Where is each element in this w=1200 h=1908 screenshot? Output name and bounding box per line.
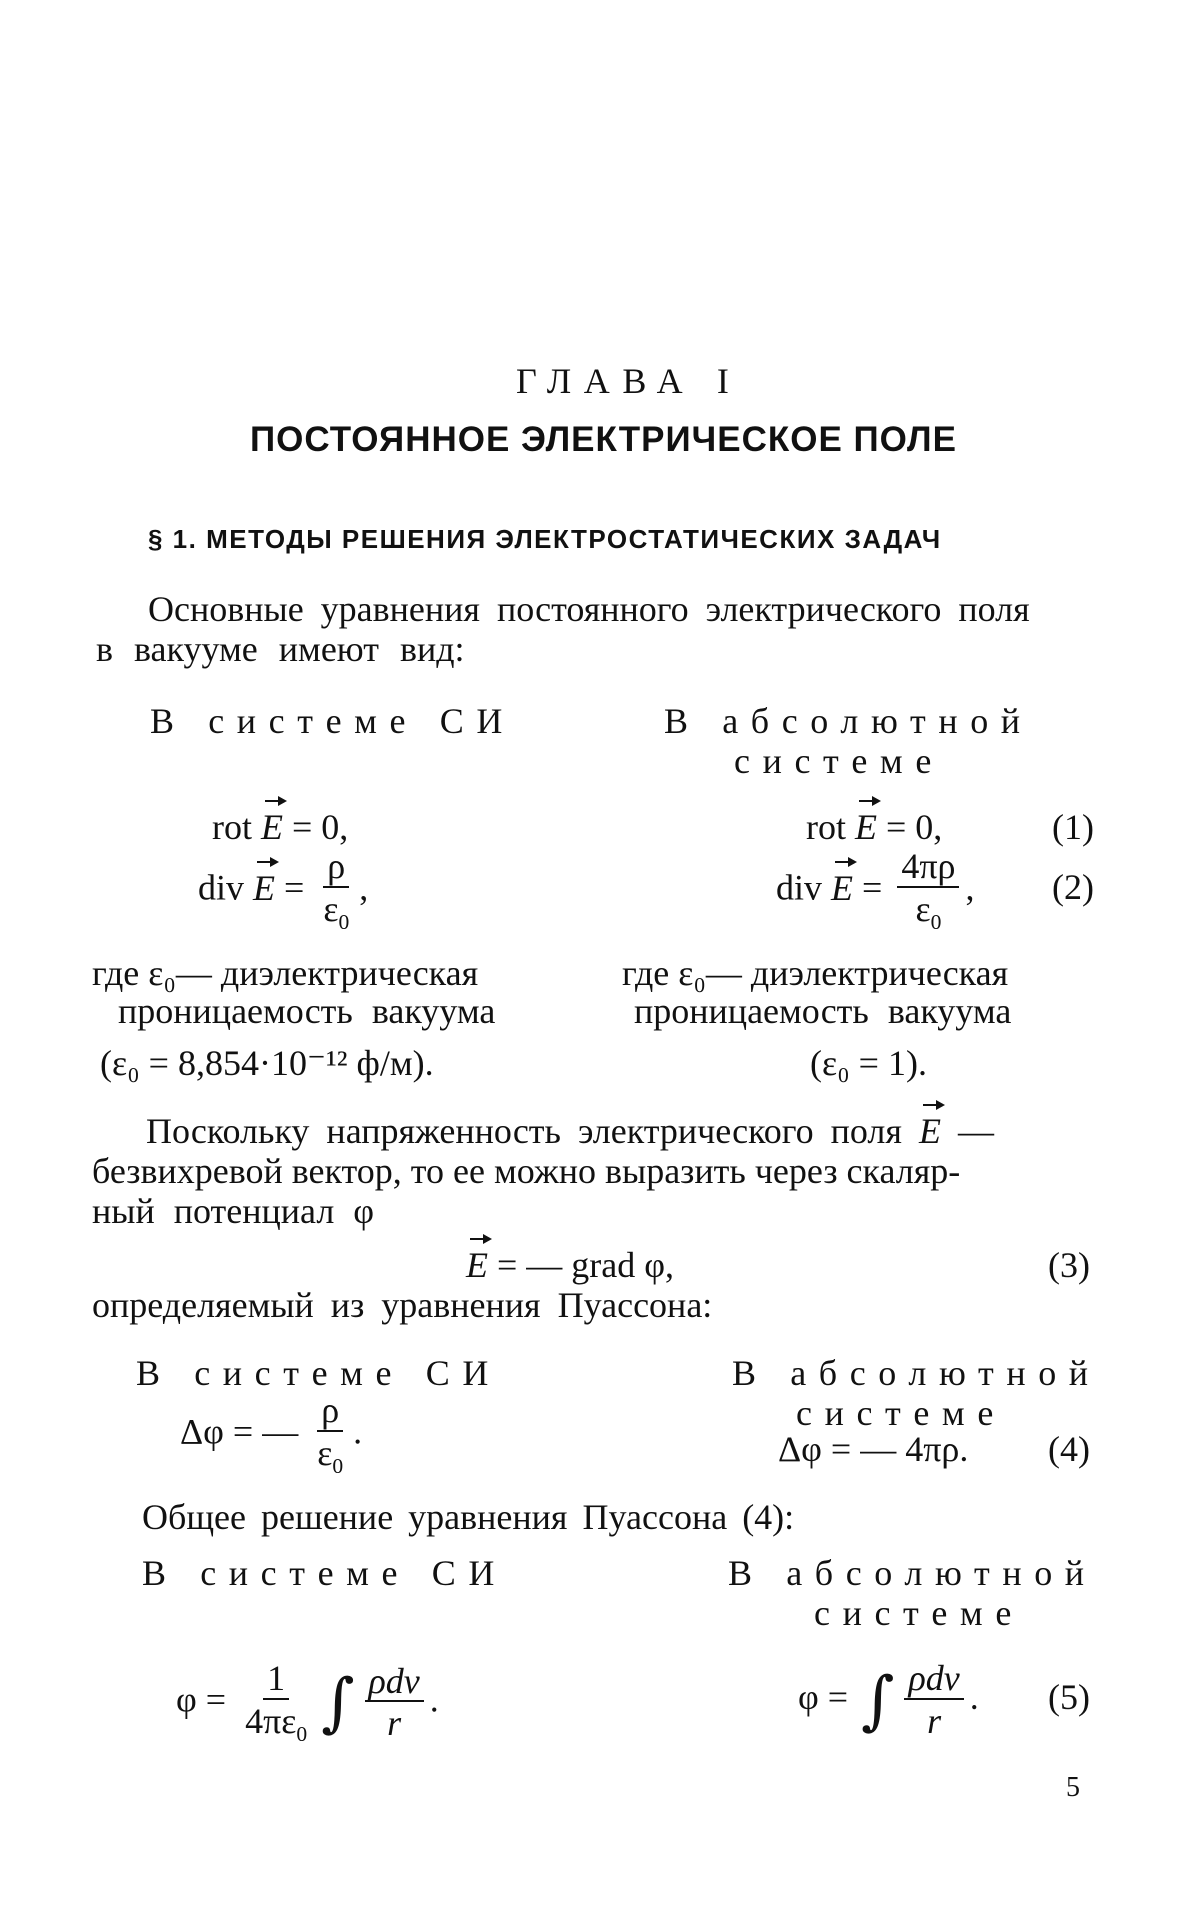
system-si-label: В системе СИ <box>150 701 515 741</box>
page-number: 5 <box>1066 1772 1080 1803</box>
section-title: § 1. МЕТОДЫ РЕШЕНИЯ ЭЛЕКТРОСТАТИЧЕСКИХ ЗАДАЧ <box>148 524 942 554</box>
para2-line-1: Поскольку напряженность электрического поля E — <box>146 1111 994 1151</box>
eq-number-1: (1) <box>1052 807 1094 847</box>
eq-number-2: (2) <box>1052 867 1094 907</box>
system-abs-label-2-line1: В абсолютной <box>732 1353 1101 1393</box>
eq-number-5: (5) <box>1048 1677 1090 1717</box>
def-abs-line-2: проницаемость вакуума <box>634 991 1012 1031</box>
def-si-line-2: проницаемость вакуума <box>118 991 496 1031</box>
eq4-si: Δφ = — $\frac{\rho}{\varepsilon_0}$ . <box>180 1390 363 1478</box>
eq1-si: rot E = 0, <box>212 807 349 847</box>
def-abs-line-3: (ε₀ = 1). <box>810 1043 927 1083</box>
def-abs-line-1: где ε₀— диэлектрическая <box>622 953 1009 993</box>
def-si-line-1: где ε₀— диэлектрическая <box>92 953 479 993</box>
system-si-label-2: В системе СИ <box>136 1353 501 1393</box>
system-abs-label-3-line1: В абсолютной <box>728 1553 1097 1593</box>
intro-line-2: в вакууме имеют вид: <box>96 629 465 669</box>
eq5-si: φ = $\frac{1}{4\pi\varepsilon_0}$ ∫ $\frac{\text{ρdv}}{r}$ . <box>176 1658 439 1746</box>
eq5-abs: φ = ∫ $\frac{\text{ρdv}}{r}$ . <box>798 1658 979 1741</box>
eq2-si: div E = $\frac{\rho}{\varepsilon_0}$ , <box>198 846 369 934</box>
system-abs-label-line1: В абсолютной <box>664 701 1033 741</box>
para2-line-2: безвихревой вектор, то ее можно выразить через скаляр- <box>92 1151 961 1191</box>
chapter-title: ПОСТОЯННОЕ ЭЛЕКТРИЧЕСКОЕ ПОЛЕ <box>250 420 957 459</box>
def-si-line-3: (ε₀ = 8,854·10⁻¹² ф/м). <box>100 1043 434 1083</box>
system-si-label-3: В системе СИ <box>142 1553 507 1593</box>
system-abs-label-2-line2: системе <box>796 1393 1006 1433</box>
intro-line-1: Основные уравнения постоянного электрического поля <box>148 589 1030 629</box>
eq3: E = — grad φ, <box>466 1245 675 1285</box>
system-abs-label-line2: системе <box>734 741 944 781</box>
chapter-label: ГЛАВА I <box>516 361 742 401</box>
eq1-abs: rot E = 0, <box>806 807 943 847</box>
eq-number-3: (3) <box>1048 1245 1090 1285</box>
para2-line-3: ный потенциал φ <box>92 1191 375 1231</box>
eq2-abs: div E = $\frac{4\pi\rho}{\varepsilon_0}$ , <box>776 846 975 934</box>
para2-line-4: определяемый из уравнения Пуассона: <box>92 1285 713 1325</box>
eq-number-4: (4) <box>1048 1429 1090 1469</box>
para3-line-1: Общее решение уравнения Пуассона (4): <box>142 1497 795 1537</box>
system-abs-label-3-line2: системе <box>814 1593 1024 1633</box>
eq4-abs: Δφ = — 4πρ. <box>778 1429 969 1469</box>
